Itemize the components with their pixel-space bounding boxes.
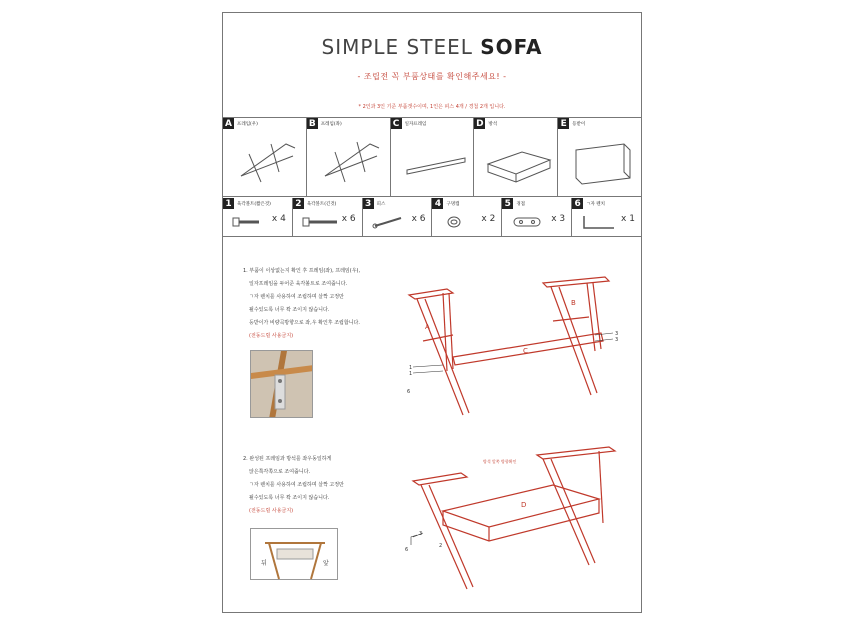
part-number: 5 <box>502 198 513 209</box>
step-2-diagram <box>403 441 623 591</box>
step-1-text <box>243 265 360 343</box>
step-line: 1. 부품이 이상없는지 확인 후 프레임(좌), 프레임(우), <box>243 268 361 274</box>
step-line: 일자프레임을 두어준 육각볼트로 조여줍니다. <box>249 281 348 287</box>
label-b: B <box>571 299 576 307</box>
drill-warning: (전동드릴 사용금지) <box>249 508 294 514</box>
instruction-sheet <box>222 12 642 613</box>
label-3b: 3 <box>615 337 619 343</box>
part-c <box>391 118 475 196</box>
part-name: ㄱ자 렌치 <box>586 201 605 207</box>
part-e <box>558 118 641 196</box>
label-2: 2 <box>439 543 443 549</box>
joint-photo-icon <box>251 351 313 418</box>
step-line: 될수있도록 너무 꽉 조이지 않습니다. <box>249 307 330 313</box>
frame-left-icon <box>315 134 385 194</box>
parts-note: * 2인과 3인 기준 부품갯수이며, 1인은 피스 4개 / 경첩 2개 입니다. <box>358 104 506 110</box>
l-wrench-icon <box>580 212 620 232</box>
small-parts-row <box>223 198 641 237</box>
part-name: 경첩 <box>516 201 526 207</box>
photo-label-back: 뒤 <box>261 560 267 567</box>
part-name: 등받이 <box>572 121 586 127</box>
small-part-4 <box>432 198 502 236</box>
part-number: 1 <box>223 198 234 209</box>
part-name: 프레임(우) <box>237 121 258 127</box>
part-name: 육각볼트(짧은것) <box>237 201 271 207</box>
label-1a: 1 <box>409 365 413 371</box>
hole-cap-icon <box>440 212 480 232</box>
step-line: 2. 완성된 프레임과 방석를 좌우동일하게 <box>243 456 332 462</box>
part-qty: x 1 <box>621 214 635 224</box>
part-letter: E <box>558 118 569 129</box>
part-name: 구멍캡 <box>446 201 460 207</box>
long-bolt-icon <box>301 212 341 232</box>
step-1-diagram <box>403 271 623 421</box>
step-2-text <box>243 453 344 518</box>
cushion-photo-icon <box>251 529 339 581</box>
small-part-2 <box>293 198 363 236</box>
part-qty: x 4 <box>271 214 286 224</box>
label-1b: 1 <box>409 371 413 377</box>
title-light: SIMPLE STEEL <box>321 35 473 59</box>
label-d: D <box>521 501 527 509</box>
hinge-icon <box>510 212 550 232</box>
part-number: 3 <box>363 198 374 209</box>
photo-label-front: 앞 <box>323 560 329 567</box>
part-letter: C <box>391 118 402 129</box>
title-bold: SOFA <box>480 35 543 59</box>
step-2-photo <box>250 528 338 580</box>
step-line: 등받이가 비량곡방향으로 좌,우 확인후 조립합니다. <box>249 320 360 326</box>
part-letter: A <box>223 118 234 129</box>
part-b <box>307 118 391 196</box>
part-letter: D <box>476 118 484 129</box>
large-parts-row <box>223 117 641 197</box>
part-name: 프레임(좌) <box>320 121 342 127</box>
part-name: 방석 <box>488 121 498 127</box>
step-line: ㄱ자 렌치를 사용하여 조립하며 살짝 고정만 <box>249 294 344 300</box>
label-3a: 3 <box>615 331 619 337</box>
part-qty: x 6 <box>341 214 356 224</box>
part-letter: B <box>307 118 318 129</box>
step-line: 될수있도록 너무 꽉 조이지 않습니다. <box>249 495 330 501</box>
part-number: 4 <box>432 198 443 209</box>
label-6: 6 <box>405 547 409 553</box>
part-qty: x 2 <box>481 214 496 224</box>
step-line: 앉은쪽각쪽으로 조여줍니다. <box>249 469 311 475</box>
part-qty: x 3 <box>551 214 566 224</box>
backrest-icon <box>566 134 636 194</box>
label-c: C <box>523 347 528 355</box>
part-name: 일자프레임 <box>404 121 427 127</box>
drill-warning: (전동드릴 사용금지) <box>249 333 294 339</box>
part-a <box>223 118 307 196</box>
part-name: 육각볼트(긴것) <box>306 201 337 207</box>
cushion-direction-note: 방석 앞쪽 방향확인 <box>483 459 517 464</box>
step-1-photo <box>250 350 313 418</box>
part-qty: x 6 <box>411 214 426 224</box>
subtitle: - 조립전 꼭 부품상태를 확인해주세요! - <box>357 72 507 81</box>
label-3: 3 <box>419 531 423 537</box>
straight-frame-icon <box>399 134 469 194</box>
part-d <box>474 118 558 196</box>
small-part-3 <box>363 198 433 236</box>
cushion-icon <box>482 134 552 194</box>
frame-right-icon <box>231 134 301 194</box>
small-part-1 <box>223 198 293 236</box>
part-number: 2 <box>293 198 304 209</box>
label-6: 6 <box>407 389 411 395</box>
screw-icon <box>371 212 411 232</box>
part-number: 6 <box>572 198 583 209</box>
page-title <box>223 35 641 59</box>
small-part-6 <box>572 198 641 236</box>
label-a: A <box>425 323 430 331</box>
step-line: ㄱ자 렌치를 사용하여 조립하며 살짝 고정만 <box>249 482 344 488</box>
short-bolt-icon <box>231 212 271 232</box>
small-part-5 <box>502 198 572 236</box>
part-name: 피스 <box>376 201 386 207</box>
